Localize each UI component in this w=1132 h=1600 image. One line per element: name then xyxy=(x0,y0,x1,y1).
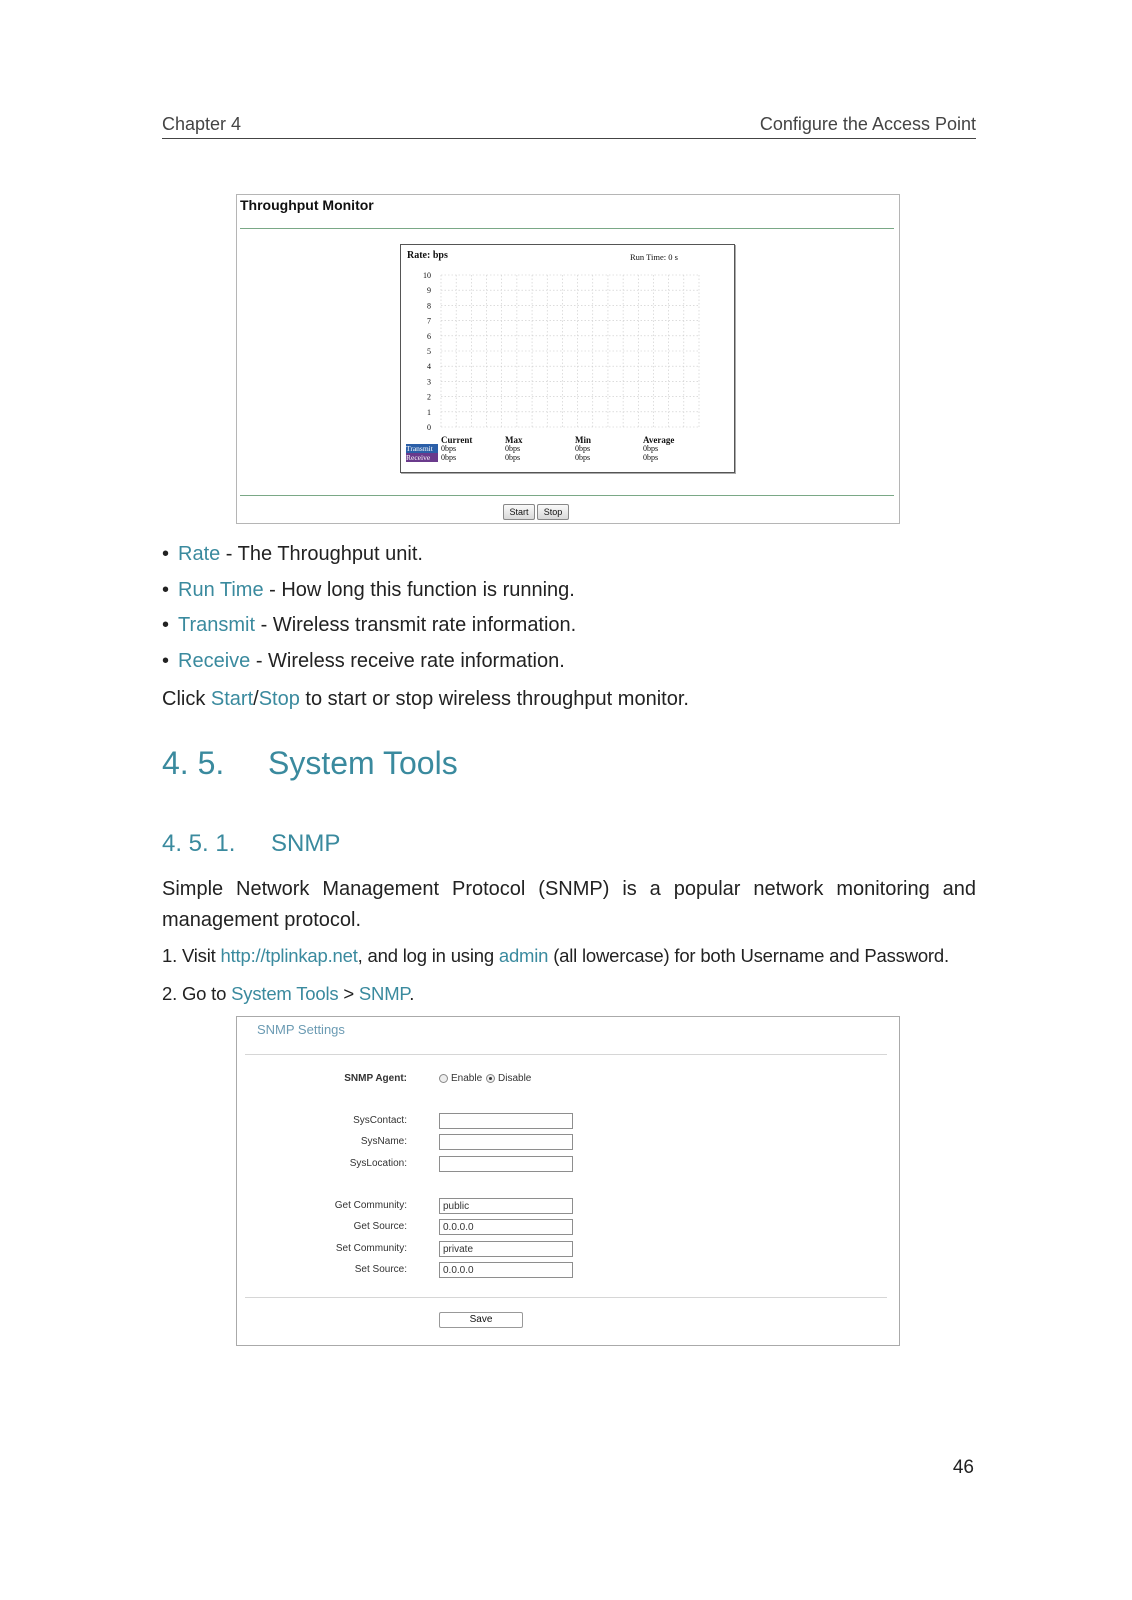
get-source-input[interactable]: 0.0.0.0 xyxy=(439,1219,573,1235)
term: Rate xyxy=(178,543,221,565)
section-title: System Tools xyxy=(268,745,458,781)
rate-label: Rate: bps xyxy=(407,250,448,261)
text: 2. Go to xyxy=(162,983,232,1004)
intro-paragraph: Simple Network Management Protocol (SNMP) is a popular network monitoring and management protocol. xyxy=(162,878,976,931)
page-header xyxy=(162,112,976,139)
transmit-tag: Transmit xyxy=(406,444,438,453)
stop-button[interactable]: Stop xyxy=(537,504,569,520)
y-tick-label: 0 xyxy=(427,423,431,432)
desc: - Wireless receive rate information. xyxy=(250,650,565,672)
y-tick-label: 8 xyxy=(427,301,431,311)
column-max: Max xyxy=(505,435,523,445)
url-link[interactable]: http://tplinkap.net xyxy=(220,945,358,966)
y-tick-label: 9 xyxy=(427,286,431,296)
term: Run Time xyxy=(178,579,264,601)
text: Click xyxy=(162,688,211,710)
y-tick-label: 4 xyxy=(427,362,431,372)
menu-term: System Tools xyxy=(231,983,339,1004)
text: 1. Visit xyxy=(162,945,221,966)
y-tick-label: 6 xyxy=(427,331,431,341)
y-tick-label: 5 xyxy=(427,347,431,356)
set-source-label: Set Source: xyxy=(354,1264,407,1275)
receive-tag: Receive xyxy=(406,453,438,462)
transmit-min: 0bps xyxy=(575,444,591,453)
throughput-graph-panel xyxy=(400,244,735,473)
step-2 xyxy=(162,983,414,1005)
y-tick-label: 2 xyxy=(427,392,431,402)
term: Receive xyxy=(178,650,251,672)
get-community-label: Get Community: xyxy=(334,1200,407,1211)
divider xyxy=(240,495,894,496)
click-instruction xyxy=(162,688,689,711)
text: to start or stop wireless throughput monitor. xyxy=(299,688,689,710)
start-term: Start xyxy=(210,688,254,710)
text: (all lowercase) for both Username and Password. xyxy=(548,945,949,966)
chapter-title: Configure the Access Point xyxy=(759,114,976,134)
subsection-number: 4. 5. 1. xyxy=(162,830,236,857)
y-tick-label: 1 xyxy=(427,407,431,417)
syslocation-input[interactable] xyxy=(439,1156,573,1172)
snmp-agent-label: SNMP Agent: xyxy=(344,1073,407,1084)
text: , and log in using xyxy=(357,945,499,966)
set-source-input[interactable]: 0.0.0.0 xyxy=(439,1262,573,1278)
receive-min: 0bps xyxy=(575,453,591,462)
y-tick-label: 10 xyxy=(423,271,431,280)
snmp-settings-screenshot xyxy=(236,1016,900,1346)
page-number: 46 xyxy=(952,1457,974,1478)
enable-radio[interactable] xyxy=(439,1074,448,1083)
desc: - Wireless transmit rate information. xyxy=(255,614,577,636)
transmit-current: 0bps xyxy=(441,444,457,453)
bullet-rate: • Rate - The Throughput unit. xyxy=(162,543,423,565)
subsection-heading xyxy=(162,830,340,858)
divider xyxy=(245,1054,887,1055)
divider xyxy=(240,228,894,229)
throughput-title: Throughput Monitor xyxy=(240,197,374,213)
text: / xyxy=(253,688,259,710)
disable-radio[interactable] xyxy=(486,1074,495,1083)
sysname-label: SysName: xyxy=(360,1136,407,1147)
column-min: Min xyxy=(575,435,592,445)
set-community-label: Set Community: xyxy=(335,1243,407,1254)
syslocation-label: SysLocation: xyxy=(349,1158,407,1169)
column-current: Current xyxy=(441,435,473,445)
section-number: 4. 5. xyxy=(162,745,225,781)
throughput-monitor-screenshot xyxy=(236,194,900,524)
divider xyxy=(245,1297,887,1298)
y-tick-label: 7 xyxy=(427,316,431,326)
syscontact-input[interactable] xyxy=(439,1113,573,1129)
transmit-average: 0bps xyxy=(643,444,659,453)
receive-max: 0bps xyxy=(505,453,521,462)
bullet-run-time: • Run Time - How long this function is running. xyxy=(162,579,575,601)
run-time-label: Run Time: 0 s xyxy=(630,252,678,262)
enable-label: Enable xyxy=(451,1073,483,1084)
desc: - The Throughput unit. xyxy=(220,543,423,565)
text: . xyxy=(409,983,415,1004)
snmp-settings-title: SNMP Settings xyxy=(257,1022,345,1037)
section-heading xyxy=(162,745,458,782)
y-tick-label: 3 xyxy=(427,377,431,387)
stop-term: Stop xyxy=(258,688,300,710)
admin-term: admin xyxy=(498,945,549,966)
disable-label: Disable xyxy=(498,1073,532,1084)
receive-average: 0bps xyxy=(643,453,659,462)
chapter-label: Chapter 4 xyxy=(162,114,242,134)
get-community-input[interactable]: public xyxy=(439,1198,573,1214)
start-button[interactable]: Start xyxy=(503,504,535,520)
subsection-title: SNMP xyxy=(271,830,341,857)
syscontact-label: SysContact: xyxy=(353,1115,407,1126)
receive-current: 0bps xyxy=(441,453,457,462)
bullet-transmit: • Transmit - Wireless transmit rate information. xyxy=(162,614,577,636)
transmit-max: 0bps xyxy=(505,444,521,453)
sysname-input[interactable] xyxy=(439,1134,573,1150)
step-1 xyxy=(162,945,949,967)
text: > xyxy=(338,983,359,1004)
save-button[interactable]: Save xyxy=(439,1312,523,1328)
desc: - How long this function is running. xyxy=(263,579,575,601)
bullet-receive: • Receive - Wireless receive rate information. xyxy=(162,650,565,672)
term: Transmit xyxy=(178,614,256,636)
column-average: Average xyxy=(643,435,675,445)
set-community-input[interactable]: private xyxy=(439,1241,573,1257)
menu-item-term: SNMP xyxy=(358,983,410,1004)
get-source-label: Get Source: xyxy=(353,1221,407,1232)
